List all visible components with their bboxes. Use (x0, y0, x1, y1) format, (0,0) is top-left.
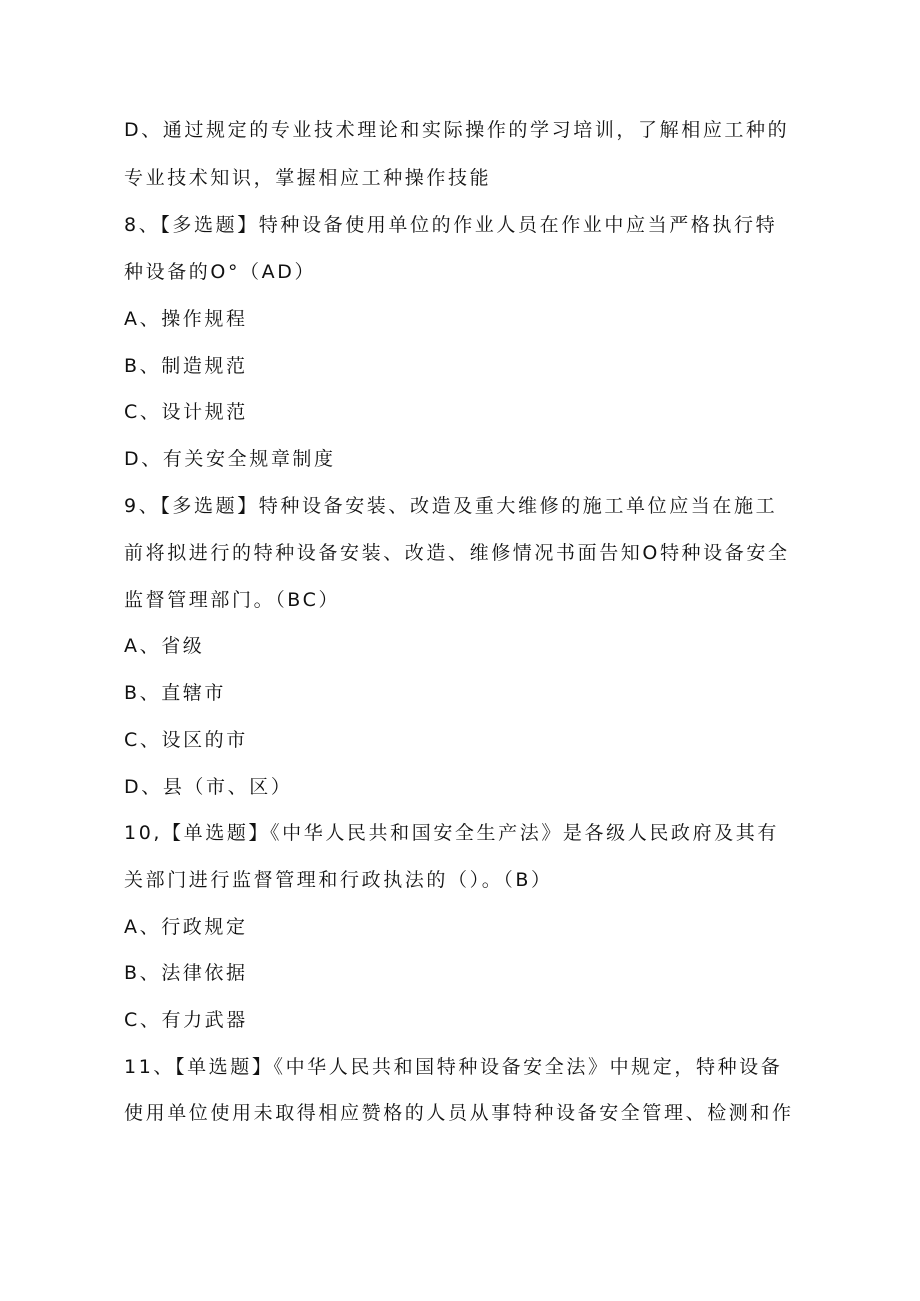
q9-option-c: C、设区的市 (124, 729, 248, 751)
q8-option-a: A、操作规程 (124, 308, 248, 330)
q11-question-line-1: 11、【单选题】《中华人民共和国特种设备安全法》中规定，特种设备 (124, 1056, 783, 1078)
q10-question-line-2: 关部门进行监督管理和行政执法的（）。（B） (124, 869, 553, 891)
q10-option-a: A、行政规定 (124, 916, 248, 938)
q9-option-d: D、县（市、区） (124, 776, 293, 798)
q9-option-b: B、直辖市 (124, 682, 227, 704)
q8-question-line-1: 8、【多选题】特种设备使用单位的作业人员在作业中应当严格执行特 (124, 214, 778, 236)
q7-option-d-line-2: 专业技术知识，掌握相应工种操作技能 (124, 167, 492, 189)
q9-option-a: A、省级 (124, 635, 205, 657)
q8-option-b: B、制造规范 (124, 355, 248, 377)
q8-question-line-2: 种设备的O°（AD） (124, 261, 317, 283)
q10-option-b: B、法律依据 (124, 962, 248, 984)
q9-question-line-1: 9、【多选题】特种设备安装、改造及重大维修的施工单位应当在施工 (124, 495, 778, 517)
q10-option-c: C、有力武器 (124, 1009, 248, 1031)
q9-question-line-3: 监督管理部门。（BC） (124, 589, 341, 611)
q7-option-d-line-1: D、通过规定的专业技术理论和实际操作的学习培训，了解相应工种的 (124, 119, 790, 141)
q11-question-line-2: 使用单位使用未取得相应赞格的人员从事特种设备安全管理、检测和作 (124, 1102, 794, 1124)
q9-question-line-2: 前将拟进行的特种设备安装、改造、维修情况书面告知O特种设备安全 (124, 542, 790, 564)
q10-question-line-1: 10,【单选题】《中华人民共和国安全生产法》是各级人民政府及其有 (124, 822, 779, 844)
q8-option-c: C、设计规范 (124, 401, 248, 423)
q8-option-d: D、有关安全规章制度 (124, 448, 336, 470)
